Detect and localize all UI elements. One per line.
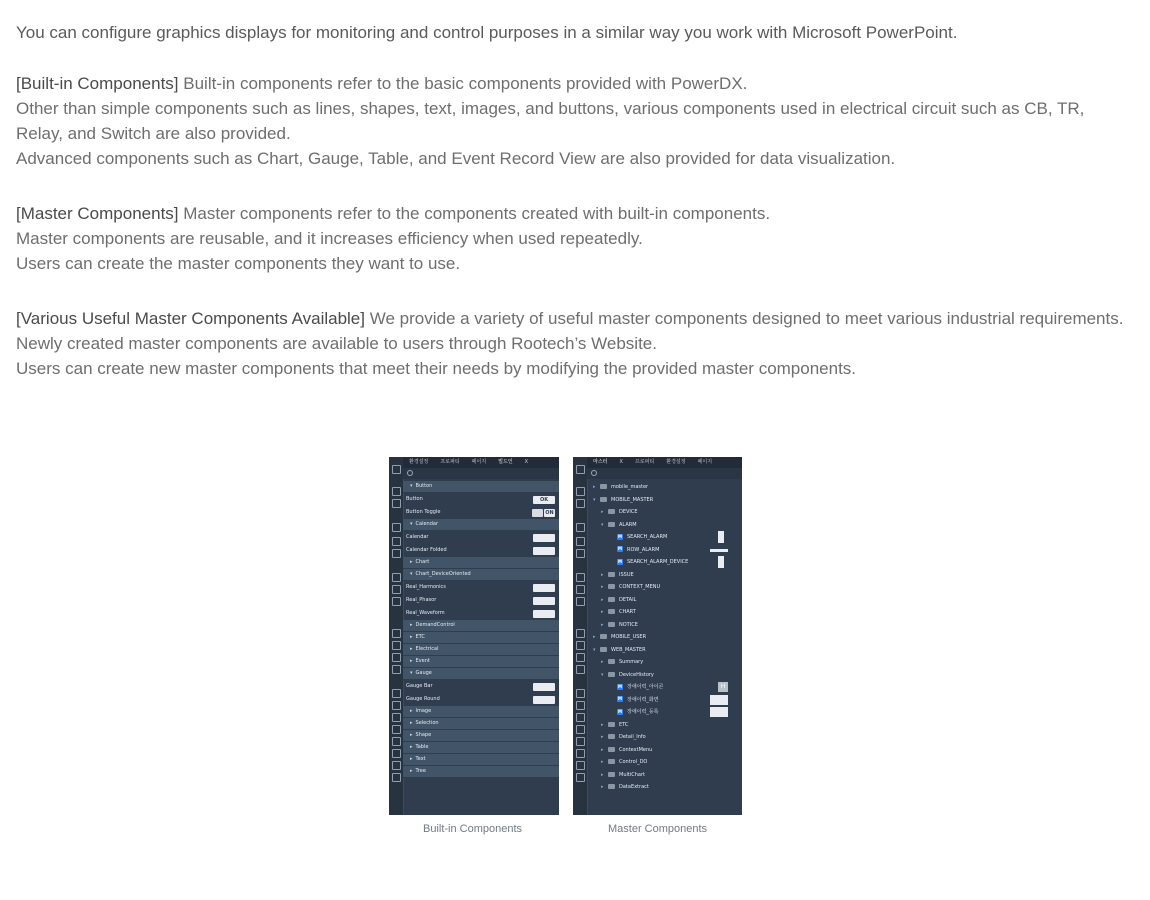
folder-icon: [608, 759, 615, 764]
row-label: Real_Harmonics: [406, 584, 446, 590]
tree-folder[interactable]: [587, 519, 742, 532]
master-search-bar[interactable]: [587, 468, 742, 479]
builtin-section: [16, 71, 1126, 171]
component-item[interactable]: [403, 594, 559, 607]
component-preview: ON: [545, 510, 554, 516]
tree-folder[interactable]: [587, 581, 742, 594]
component-group[interactable]: [403, 519, 559, 531]
builtin-line-2: Other than simple components such as lines, shapes, text, images, and buttons, various components used in electrical circuit such as CB, TR, Relay, and Switch are also provided.: [16, 99, 1085, 143]
row-label: Gauge: [415, 670, 432, 676]
folder-icon: [608, 734, 615, 739]
toolbar-tool-icon[interactable]: [392, 713, 401, 722]
master-section: [16, 201, 1126, 276]
node-label: ISSUE: [619, 571, 634, 578]
node-label: DataExtract: [619, 784, 649, 790]
toolbar-tool-icon[interactable]: [576, 597, 585, 606]
folder-icon: [608, 509, 615, 514]
component-preview: [533, 696, 555, 704]
tab-master[interactable]: 마스터: [593, 459, 608, 465]
node-label: CONTEXT_MENU: [619, 584, 661, 590]
tree-master-item[interactable]: [587, 706, 742, 719]
node-label: ROW_ALARM: [627, 546, 660, 553]
component-group[interactable]: [403, 656, 559, 668]
tree-folder[interactable]: [587, 669, 742, 682]
node-label: DeviceHistory: [619, 671, 654, 678]
master-components-screenshot: [573, 457, 742, 815]
node-label: NOTICE: [619, 621, 638, 628]
node-label: MultiChart: [619, 771, 645, 778]
master-preview: H: [718, 682, 728, 692]
master-badge-icon: M: [618, 708, 622, 714]
toolbar-tool-icon[interactable]: [392, 585, 401, 594]
master-component-tree: [587, 481, 742, 794]
builtin-tab-bar: [403, 457, 559, 468]
tree-folder[interactable]: [587, 606, 742, 619]
chevron-right-icon[interactable]: ▸: [601, 721, 604, 728]
chevron-right-icon[interactable]: ▸: [601, 659, 604, 665]
useful-heading: [Various Useful Master Components Available]: [16, 309, 365, 328]
row-label: Selection: [415, 720, 439, 726]
toolbar-tool-icon[interactable]: [576, 549, 585, 558]
toolbar-tool-icon[interactable]: [576, 737, 585, 746]
component-group[interactable]: [403, 730, 559, 742]
component-group[interactable]: [403, 706, 559, 718]
toolbar-tool-icon[interactable]: [392, 653, 401, 662]
toolbar-tool-icon[interactable]: [392, 773, 401, 782]
chevron-right-icon[interactable]: ▸: [601, 759, 604, 765]
row-label: Real_Waveform: [406, 610, 445, 616]
tree-folder[interactable]: [587, 744, 742, 757]
master-caption: Master Components: [608, 823, 708, 835]
folder-icon: [608, 622, 615, 627]
row-label: Chart: [415, 559, 430, 565]
toolbar-tool-icon[interactable]: [576, 761, 585, 770]
tab-settings[interactable]: 환경설정: [409, 459, 429, 465]
toolbar-tool-icon[interactable]: [392, 573, 401, 582]
folder-icon: [608, 659, 615, 664]
tree-folder[interactable]: [587, 619, 742, 632]
row-label: Electrical: [415, 646, 439, 652]
toolbar-tool-icon[interactable]: [576, 573, 585, 582]
component-preview: [532, 509, 543, 517]
node-label: 장애이력_아이콘: [627, 684, 664, 690]
tree-folder[interactable]: [587, 656, 742, 669]
toolbar-tool-icon[interactable]: [576, 701, 585, 710]
node-label: SEARCH_ALARM: [627, 534, 668, 540]
tree-folder[interactable]: [587, 781, 742, 794]
master-tab-bar: [587, 457, 742, 468]
component-group[interactable]: [403, 620, 559, 632]
master-badge-icon: M: [618, 533, 622, 539]
intro-text: You can configure graphics displays for monitoring and control purposes in a similar way you work with Microsoft PowerPoint.: [16, 23, 958, 42]
search-icon: [591, 470, 597, 476]
tree-folder[interactable]: [587, 719, 742, 732]
builtin-heading: [Built-in Components]: [16, 74, 179, 93]
folder-icon: [600, 647, 607, 652]
builtin-search-bar[interactable]: [403, 468, 559, 479]
tree-folder[interactable]: [587, 731, 742, 744]
component-item[interactable]: [403, 531, 559, 544]
master-badge-icon: M: [618, 683, 622, 689]
row-label: ETC: [415, 634, 425, 640]
useful-first-line: [16, 306, 1126, 331]
tree-folder[interactable]: [587, 494, 742, 507]
master-line-1: Master components refer to the components created with built-in components.: [183, 204, 771, 223]
toolbar-tool-icon[interactable]: [392, 689, 401, 698]
chevron-down-icon[interactable]: ▾: [601, 521, 604, 528]
folder-icon: [600, 634, 607, 639]
component-preview: [533, 610, 555, 618]
row-label: Text: [415, 756, 426, 762]
toolbar-tool-icon[interactable]: [576, 499, 585, 508]
toolbar-tool-icon[interactable]: [392, 701, 401, 710]
row-label: Calendar: [406, 534, 429, 540]
component-group[interactable]: [403, 644, 559, 656]
tab-properties[interactable]: 프로퍼티: [634, 459, 655, 465]
builtin-component-list: [403, 481, 559, 778]
toolbar-tool-icon[interactable]: [576, 465, 585, 474]
node-label: DEVICE: [619, 509, 638, 515]
component-item[interactable]: [403, 581, 559, 594]
chevron-right-icon[interactable]: ▸: [601, 734, 604, 740]
row-label: Chart_DeviceOriented: [415, 571, 471, 577]
node-label: 장애이력_등록: [627, 709, 659, 715]
folder-icon: [608, 747, 615, 752]
tab-settings[interactable]: 환경설정: [666, 459, 686, 465]
node-label: Detail_Info: [619, 734, 646, 740]
row-label: Button: [415, 483, 433, 489]
toolbar-tool-icon[interactable]: [392, 749, 401, 758]
master-preview: [718, 556, 724, 568]
toolbar-tool-icon[interactable]: [576, 713, 585, 722]
useful-line-1: We provide a variety of useful master components designed to meet various industrial requirements.: [369, 309, 1124, 328]
component-group[interactable]: [403, 718, 559, 730]
folder-icon: [608, 722, 615, 727]
master-line-3: Users can create the master components they want to use.: [16, 254, 461, 273]
component-group[interactable]: [403, 481, 559, 493]
component-item[interactable]: [403, 544, 559, 557]
toolbar-tool-icon[interactable]: [392, 725, 401, 734]
chevron-down-icon[interactable]: ▾: [593, 496, 596, 503]
toolbar-tool-icon[interactable]: [392, 549, 401, 558]
node-label: CHART: [619, 609, 636, 615]
toolbar-tool-icon[interactable]: [392, 499, 401, 508]
chevron-right-icon[interactable]: ▸: [601, 509, 604, 515]
row-label: Gauge Round: [406, 696, 440, 702]
folder-icon: [608, 772, 615, 777]
chevron-right-icon[interactable]: ▸: [601, 571, 604, 578]
component-item[interactable]: [403, 607, 559, 620]
master-badge-icon: M: [618, 546, 622, 551]
chevron-right-icon[interactable]: ▸: [601, 746, 604, 753]
tree-folder[interactable]: [587, 594, 742, 607]
toolbar-tool-icon[interactable]: [392, 537, 401, 546]
toolbar-tool-icon[interactable]: [576, 641, 585, 650]
master-toolbar: [573, 457, 588, 815]
toolbar-tool-icon[interactable]: [576, 653, 585, 662]
builtin-line-1: Built-in components refer to the basic components provided with PowerDX.: [183, 74, 748, 93]
node-label: ALARM: [619, 521, 637, 528]
node-label: MOBILE_MASTER: [611, 496, 654, 503]
component-group[interactable]: [403, 754, 559, 766]
node-label: MOBILE_USER: [611, 634, 647, 640]
row-label: Button Toggle: [406, 509, 441, 515]
useful-line-3: Users can create new master components that meet their needs by modifying the provided master components.: [16, 359, 857, 378]
component-preview: [533, 683, 555, 691]
tab-builtin[interactable]: 빌드인: [498, 459, 513, 465]
folder-icon: [608, 672, 615, 677]
tree-folder[interactable]: [587, 631, 742, 644]
toolbar-tool-icon[interactable]: [392, 737, 401, 746]
folder-icon: [608, 584, 615, 589]
row-label: Shape: [415, 732, 432, 738]
row-label: Button: [406, 496, 423, 502]
toolbar-tool-icon[interactable]: [576, 487, 585, 496]
row-label: Calendar: [415, 521, 438, 527]
row-label: Table: [415, 744, 429, 750]
tree-folder[interactable]: [587, 569, 742, 582]
tab-page[interactable]: 페이지: [471, 459, 487, 465]
component-item[interactable]: [403, 493, 559, 506]
component-group[interactable]: [403, 668, 559, 680]
toolbar-tool-icon[interactable]: [392, 761, 401, 770]
component-item[interactable]: [403, 680, 559, 693]
master-preview: [710, 549, 728, 552]
toolbar-tool-icon[interactable]: [392, 641, 401, 650]
node-label: WEB_MASTER: [611, 646, 646, 653]
component-preview: [533, 584, 555, 592]
component-group[interactable]: [403, 766, 559, 778]
builtin-first-line: [16, 71, 1126, 96]
tab-page[interactable]: 페이지: [697, 459, 713, 465]
chevron-right-icon[interactable]: ▸: [601, 784, 604, 790]
component-preview: [533, 534, 555, 542]
row-label: DemandControl: [415, 622, 455, 628]
toolbar-tool-icon[interactable]: [576, 585, 585, 594]
tree-folder[interactable]: [587, 481, 742, 494]
row-label: Calendar Folded: [406, 547, 447, 553]
toolbar-tool-icon[interactable]: [576, 689, 585, 698]
node-label: Control_DO: [619, 759, 648, 765]
tree-folder[interactable]: [587, 769, 742, 782]
node-label: mobile_master: [611, 484, 649, 490]
component-preview: [533, 597, 555, 605]
component-preview: [533, 547, 555, 555]
toolbar-tool-icon[interactable]: [392, 629, 401, 638]
master-preview: [710, 707, 728, 717]
node-label: DETAIL: [619, 596, 637, 603]
master-badge-icon: M: [618, 696, 622, 701]
master-heading: [Master Components]: [16, 204, 179, 223]
chevron-down-icon[interactable]: ▾: [593, 646, 596, 653]
tree-master-item[interactable]: [587, 544, 742, 557]
builtin-toolbar: [389, 457, 404, 815]
chevron-right-icon[interactable]: ▸: [601, 621, 604, 628]
tree-folder[interactable]: [587, 756, 742, 769]
component-preview: OK: [533, 496, 555, 504]
toolbar-tool-icon[interactable]: [576, 773, 585, 782]
node-label: ETC: [619, 721, 629, 728]
builtin-caption: Built-in Components: [423, 823, 523, 835]
builtin-line-3: Advanced components such as Chart, Gauge, Table, and Event Record View are also provided for data visualization.: [16, 149, 896, 168]
chevron-right-icon[interactable]: ▸: [593, 484, 596, 490]
component-item[interactable]: [403, 506, 559, 519]
tab-properties[interactable]: 프로퍼티: [440, 459, 460, 465]
close-icon[interactable]: X: [619, 459, 623, 465]
folder-icon: [608, 609, 615, 614]
node-label: SEARCH_ALARM_DEVICE: [627, 559, 689, 565]
node-label: 장애이력_화면: [627, 696, 659, 703]
row-label: Gauge Bar: [406, 683, 433, 689]
close-icon[interactable]: X: [524, 459, 529, 465]
builtin-components-screenshot: [389, 457, 559, 815]
master-preview: [718, 531, 724, 543]
row-label: Tree: [415, 768, 426, 774]
node-label: Summary: [619, 659, 644, 665]
toolbar-tool-icon[interactable]: [576, 523, 585, 532]
node-label: ContextMenu: [619, 746, 653, 753]
toolbar-tool-icon[interactable]: [392, 523, 401, 532]
tree-master-item[interactable]: [587, 556, 742, 569]
toolbar-tool-icon[interactable]: [392, 665, 401, 674]
folder-icon: [608, 597, 615, 602]
row-label: Event: [415, 658, 430, 664]
toolbar-tool-icon[interactable]: [392, 465, 401, 474]
toolbar-tool-icon[interactable]: [576, 725, 585, 734]
chevron-right-icon[interactable]: ▸: [601, 771, 604, 778]
toolbar-tool-icon[interactable]: [392, 597, 401, 606]
master-first-line: [16, 201, 1126, 226]
toolbar-tool-icon[interactable]: [576, 629, 585, 638]
tree-folder[interactable]: [587, 644, 742, 657]
folder-icon: [600, 484, 607, 489]
tree-master-item[interactable]: [587, 694, 742, 707]
chevron-right-icon[interactable]: ▸: [601, 584, 604, 590]
master-line-2: Master components are reusable, and it increases efficiency when used repeatedly.: [16, 229, 643, 248]
row-label: Real_Phasor: [406, 597, 437, 603]
component-group[interactable]: [403, 557, 559, 569]
folder-icon: [608, 572, 615, 577]
component-item[interactable]: [403, 693, 559, 706]
component-group[interactable]: [403, 742, 559, 754]
useful-master-section: [16, 306, 1126, 381]
toolbar-tool-icon[interactable]: [576, 749, 585, 758]
chevron-down-icon[interactable]: ▾: [601, 671, 604, 678]
toolbar-tool-icon[interactable]: [392, 487, 401, 496]
master-badge-icon: M: [618, 558, 622, 564]
chevron-right-icon[interactable]: ▸: [601, 596, 604, 603]
toolbar-tool-icon[interactable]: [576, 665, 585, 674]
folder-icon: [608, 784, 615, 789]
useful-line-2: Newly created master components are available to users through Rootech’s Website.: [16, 334, 657, 353]
chevron-right-icon[interactable]: ▸: [601, 609, 604, 615]
component-group[interactable]: [403, 569, 559, 581]
row-label: Image: [415, 708, 432, 714]
component-group[interactable]: [403, 632, 559, 644]
search-icon: [407, 470, 413, 476]
toolbar-tool-icon[interactable]: [576, 537, 585, 546]
tree-folder[interactable]: [587, 506, 742, 519]
folder-icon: [600, 497, 607, 502]
chevron-right-icon[interactable]: ▸: [593, 634, 596, 640]
master-preview: [710, 695, 728, 705]
tree-master-item[interactable]: [587, 531, 742, 544]
folder-icon: [608, 522, 615, 527]
tree-master-item[interactable]: [587, 681, 742, 694]
